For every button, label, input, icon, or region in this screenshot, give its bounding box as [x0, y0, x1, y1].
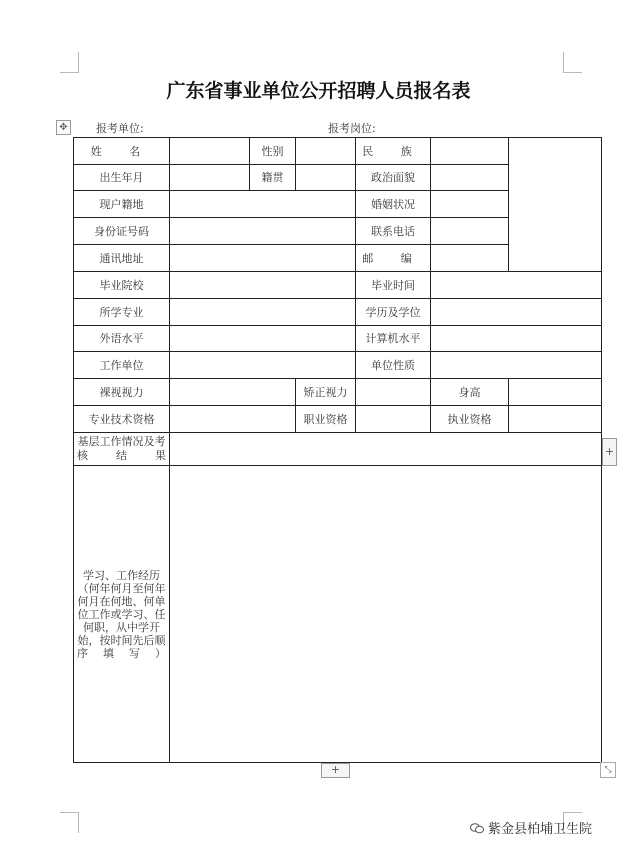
resume-field[interactable]	[170, 466, 602, 763]
name-field[interactable]	[170, 138, 250, 165]
height-label: 身高	[431, 379, 509, 406]
address-field[interactable]	[170, 245, 356, 272]
phone-label: 联系电话	[356, 218, 431, 245]
degree-field[interactable]	[431, 299, 602, 326]
form-title: 广东省事业单位公开招聘人员报名表	[166, 80, 471, 102]
move-icon[interactable]: ✥	[56, 120, 71, 135]
marital-field[interactable]	[431, 191, 509, 218]
degree-label: 学历及学位	[356, 299, 431, 326]
postcode-label: 邮 编	[356, 245, 431, 272]
grassroots-field[interactable]	[170, 433, 602, 466]
computer-field[interactable]	[431, 326, 602, 352]
apply-post-label: 报考岗位:	[328, 122, 376, 135]
major-field[interactable]	[170, 299, 356, 326]
major-label: 所学专业	[74, 299, 170, 326]
native-place-label: 籍贯	[250, 165, 296, 191]
watermark	[470, 818, 592, 837]
language-field[interactable]	[170, 326, 356, 352]
corrected-vision-field[interactable]	[356, 379, 431, 406]
add-column-button[interactable]: +	[602, 438, 617, 466]
household-field[interactable]	[170, 191, 356, 218]
grad-time-label: 毕业时间	[356, 272, 431, 299]
apply-unit-label: 报考单位:	[96, 122, 144, 135]
crop-mark-top-left	[60, 52, 79, 73]
birth-field[interactable]	[170, 165, 250, 191]
registration-form-table	[73, 137, 602, 763]
language-label: 外语水平	[74, 326, 170, 352]
gender-field[interactable]	[296, 138, 356, 165]
school-field[interactable]	[170, 272, 356, 299]
vocational-qual-field[interactable]	[356, 406, 431, 433]
crop-mark-bottom-left	[60, 812, 79, 833]
work-unit-field[interactable]	[170, 352, 356, 379]
household-label: 现户籍地	[74, 191, 170, 218]
school-label: 毕业院校	[74, 272, 170, 299]
watermark-text: 紫金县柏埔卫生院	[488, 822, 593, 837]
wechat-icon	[470, 823, 484, 834]
work-unit-label: 工作单位	[74, 352, 170, 379]
tech-qual-label: 专业技术资格	[74, 406, 170, 433]
naked-vision-field[interactable]	[170, 379, 296, 406]
postcode-field[interactable]	[431, 245, 509, 272]
birth-label: 出生年月	[74, 165, 170, 191]
id-number-label: 身份证号码	[74, 218, 170, 245]
ethnicity-field[interactable]	[431, 138, 509, 165]
tech-qual-field[interactable]	[170, 406, 296, 433]
photo-area[interactable]	[509, 138, 602, 272]
ethnicity-label: 民 族	[356, 138, 431, 165]
address-label: 通讯地址	[74, 245, 170, 272]
grad-time-field[interactable]	[431, 272, 602, 299]
native-place-field[interactable]	[296, 165, 356, 191]
political-status-label: 政治面貌	[356, 165, 431, 191]
resize-icon[interactable]: ⤡	[600, 762, 616, 778]
height-field[interactable]	[509, 379, 602, 406]
grassroots-label: 基层工作情况及考核结果	[74, 433, 170, 466]
computer-label: 计算机水平	[356, 326, 431, 352]
practice-qual-field[interactable]	[509, 406, 602, 433]
naked-vision-label: 裸视视力	[74, 379, 170, 406]
practice-qual-label: 执业资格	[431, 406, 509, 433]
add-row-button[interactable]: +	[321, 763, 350, 778]
unit-nature-field[interactable]	[431, 352, 602, 379]
name-label: 姓 名	[74, 138, 170, 165]
corrected-vision-label: 矫正视力	[296, 379, 356, 406]
phone-field[interactable]	[431, 218, 509, 245]
crop-mark-top-right	[563, 52, 582, 73]
gender-label: 性别	[250, 138, 296, 165]
political-status-field[interactable]	[431, 165, 509, 191]
id-number-field[interactable]	[170, 218, 356, 245]
unit-nature-label: 单位性质	[356, 352, 431, 379]
resume-label: 学习、工作经历（何年何月至何年何月在何地、何单位工作或学习、任何职，从中学开始，按时间先后顺序填写）	[74, 466, 170, 763]
vocational-qual-label: 职业资格	[296, 406, 356, 433]
marital-label: 婚姻状况	[356, 191, 431, 218]
